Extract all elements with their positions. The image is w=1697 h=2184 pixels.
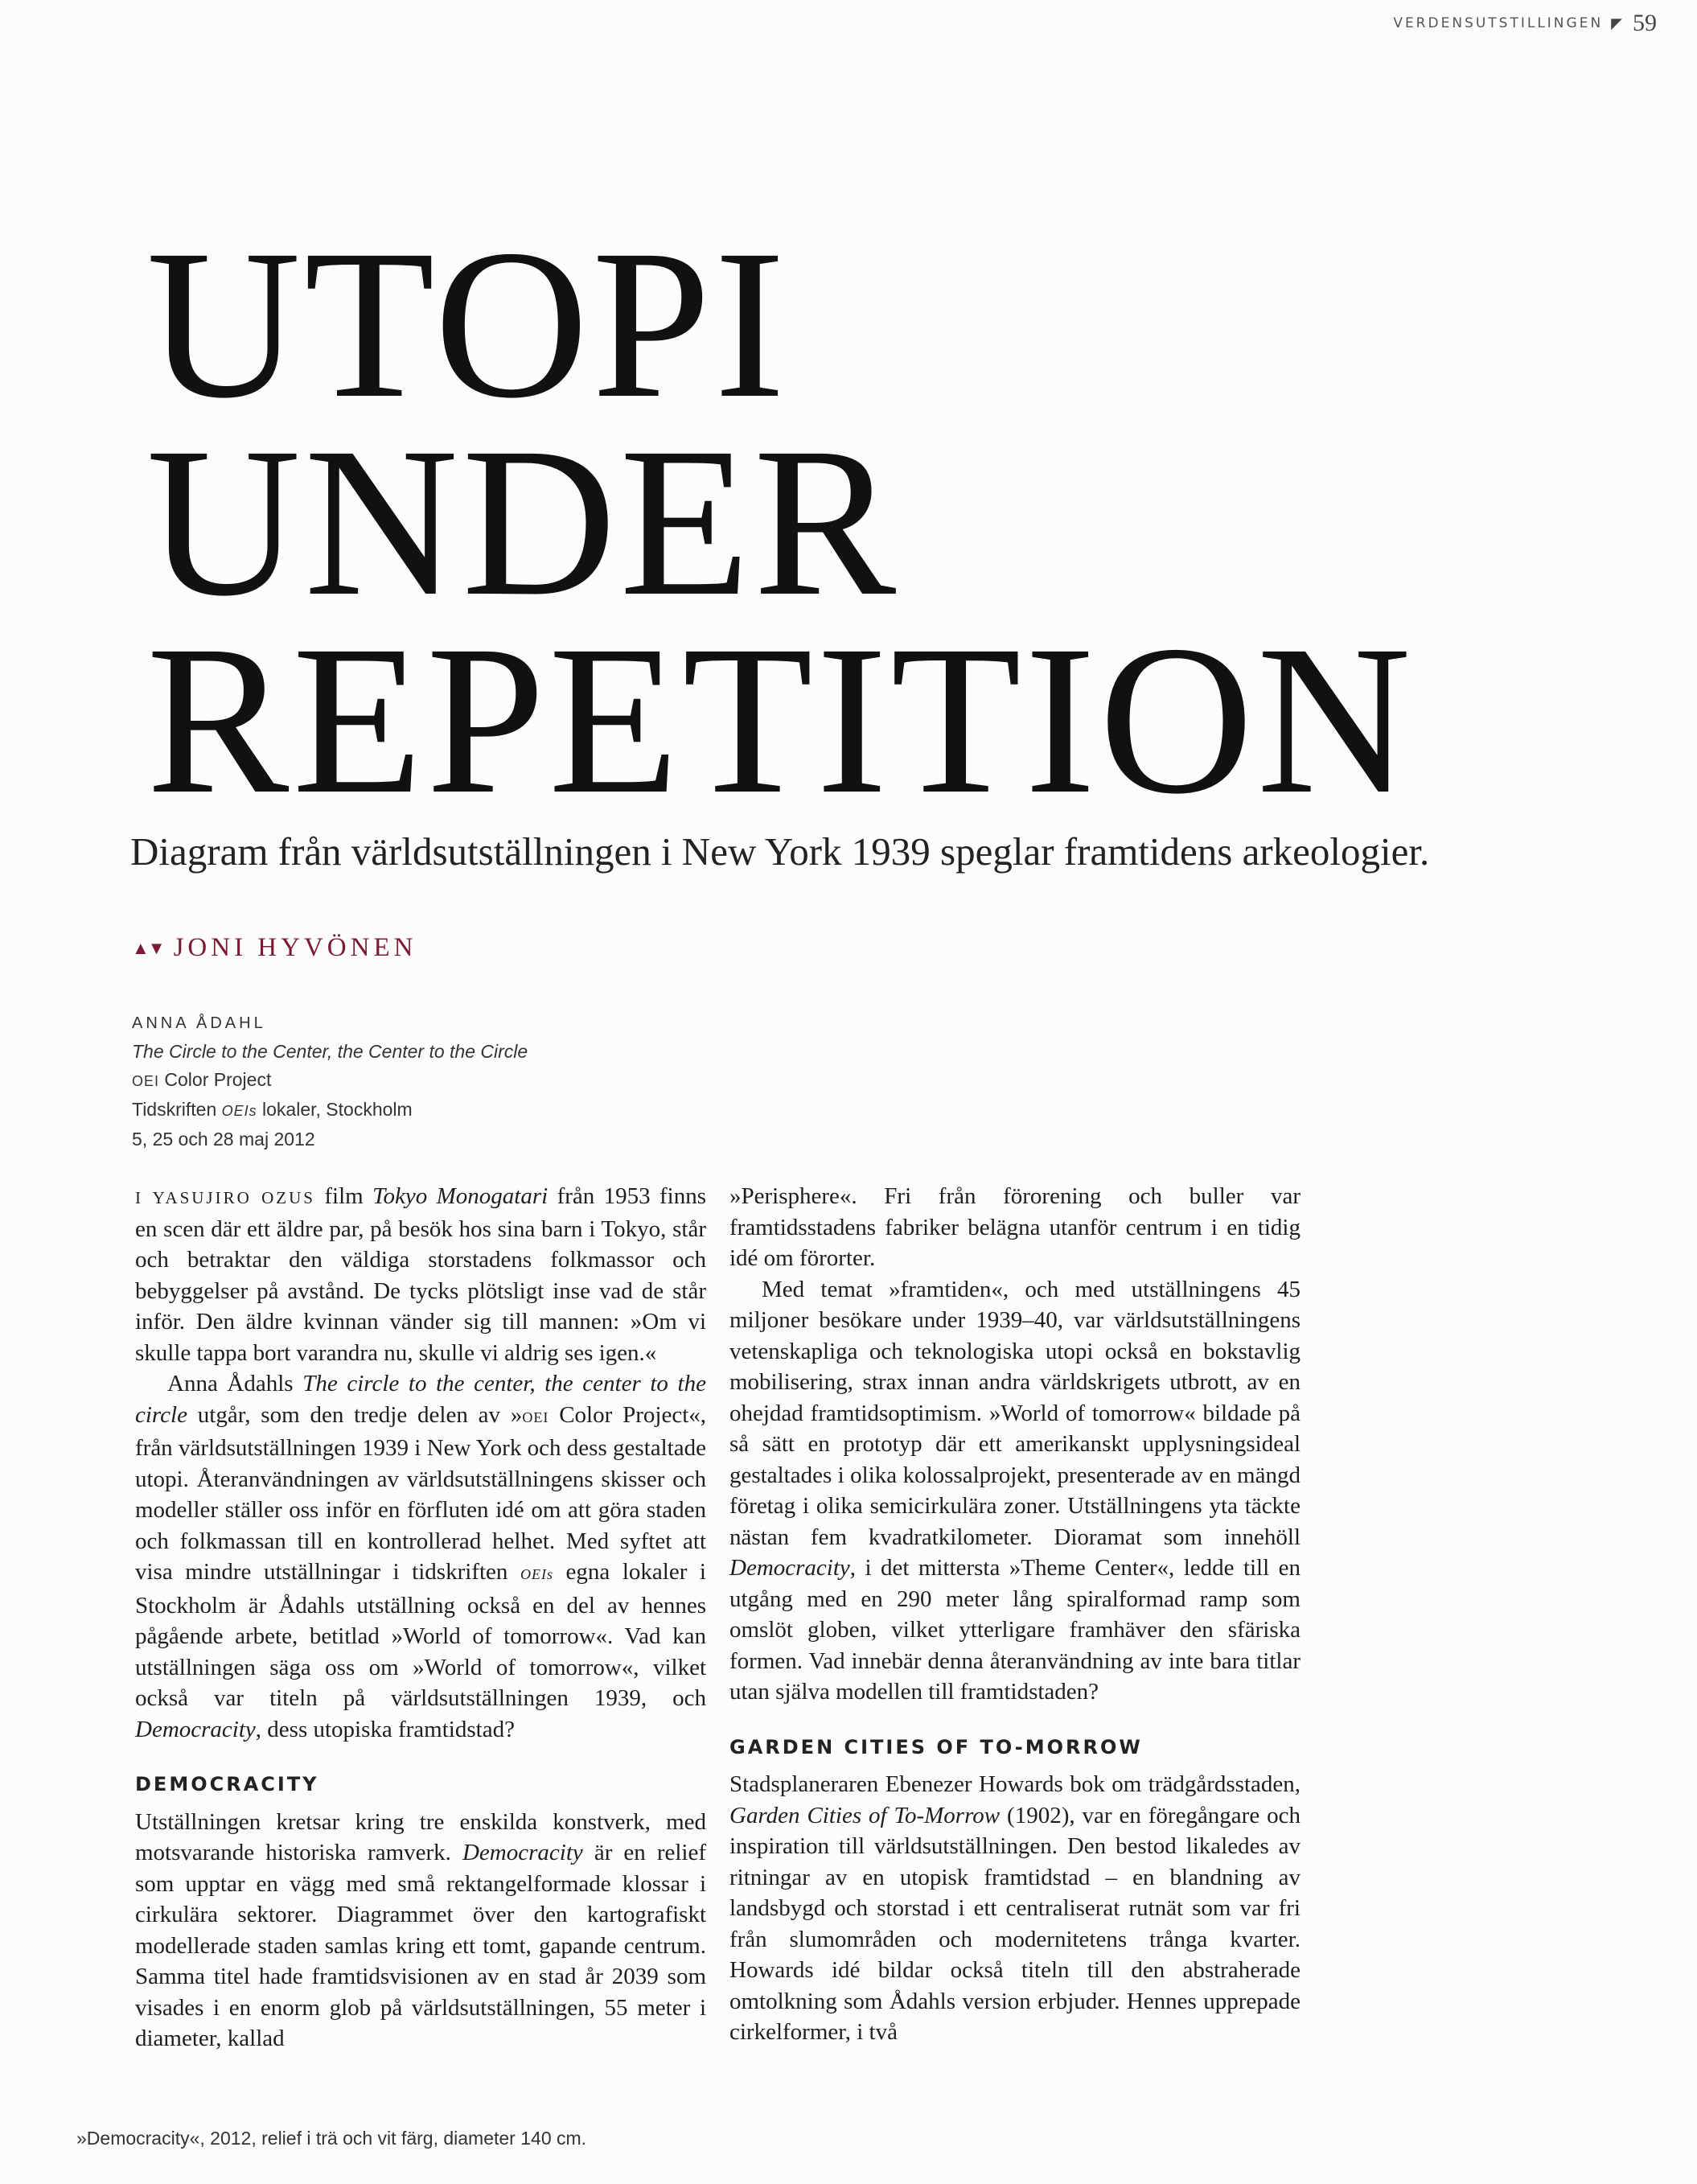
- exhibition-credits: [132, 1010, 528, 1154]
- credits-venue-sc: OEIs: [221, 1103, 257, 1119]
- text-run: , dess utopiska framtidstad?: [255, 1716, 515, 1742]
- triangle-right-icon: ◤: [1611, 14, 1625, 32]
- article-subtitle: Diagram från världsutställningen i New York 1939 speglar framtidens arkeologier.: [130, 829, 1430, 874]
- work-title: The circle to the center, the center to the circle: [135, 1371, 706, 1428]
- paragraph: [135, 1181, 706, 1368]
- paragraph: »Perisphere«. Fri från förorening och buller var framtidsstadens fabriker belägna utanför centrum i en tidig idé om förorter.: [729, 1183, 1300, 1271]
- text-run: (1902), var en föregångare och inspiration till världsutställningen. Den bestod likaledes av ritningar av en utopisk framtidstad – en blandning av landsbygd och storstad i ett centraliserat rutnät som var fri från slumområden och modernitetens trånga kvarter. Howards idé bildar också titeln till den abstraherade omtolkning som Ådahls version erbjuder. Hennes upprepade cirkelformer, i två: [729, 1802, 1300, 2045]
- text-run: från 1953 finns en scen där ett äldre par, på besök hos sina barn i Tokyo, står och betraktar den väldiga storstadens folkmassor och bebyggelser på avstånd. De tycks plötsligt inse vad de står inför. Den äldre kvinnan vänder sig till mannen: »Om vi skulle tappa bort varandra nu, skulle vi aldrig ses igen.«: [135, 1183, 706, 1366]
- text-run: Utställningen kretsar kring tre enskilda konstverk, med motsvarande historiska ramverk.: [135, 1808, 706, 1865]
- credits-venue-b: lokaler, Stockholm: [257, 1099, 413, 1120]
- title-line-2: UNDER: [146, 403, 900, 640]
- credits-project-sc: OEI: [132, 1073, 160, 1089]
- paragraph: [729, 1769, 1300, 2048]
- credits-dates: 5, 25 och 28 maj 2012: [132, 1129, 315, 1150]
- text-run: är en relief som upptar en vägg med små rektangelformade klossar i cirkulära sektorer. Diagrammet över den kartografiskt modellerade staden samlas kring ett tomt, gapande centrum. Samma titel hade framtidsvisionen av en stad år 2039 som visades i en enorm glob på världsutställningen, 55 meter i diameter, kallad: [135, 1840, 707, 2051]
- credits-artist: ANNA ÅDAHL: [132, 1014, 266, 1032]
- city-title: Democracity: [135, 1716, 256, 1742]
- text-run: Med temat »framtiden«, och med utställningens 45 miljoner besökare under 1939–40, var världsutställningens vetenskapliga och teknologiska utopi också en bokstavlig mobilisering, strax innan andra världskrigets utbrott, av en ohejdad framtidsoptimism. »World of tomorrow« bildade på så sätt en prototyp där ett amerikanskt upplysningsideal gestaltades i olika kolossalprojekt, presenterade av en mängd företag i olika semicirkulära zoner. Utställningens yta täckte nästan fem kvadratkilometer. Dioramat som innehöll: [729, 1276, 1300, 1550]
- lead-in: I YASUJIRO OZUS: [135, 1188, 315, 1207]
- image-caption: »Democracity«, 2012, relief i trä och vit färg, diameter 140 cm.: [76, 2128, 587, 2149]
- running-head: [1393, 10, 1657, 37]
- page-number: 59: [1633, 10, 1657, 36]
- paragraph: [729, 1274, 1300, 1708]
- paragraph: [135, 1368, 706, 1745]
- city-title: Democracity: [729, 1555, 850, 1581]
- paragraph: [135, 1807, 706, 2054]
- article-column-left: [135, 1181, 706, 2054]
- article-column-right: [729, 1181, 1300, 2048]
- byline-triangles-icon: ▲▼: [132, 937, 164, 958]
- title-line-3: REPETITION: [146, 601, 1415, 838]
- city-title: Democracity: [462, 1840, 583, 1865]
- film-title: Tokyo Monogatari: [372, 1183, 549, 1209]
- small-caps: OEIs: [520, 1566, 553, 1582]
- text-run: film: [314, 1183, 373, 1209]
- text-run: , i det mittersta »Theme Center«, ledde till en utgång med en 290 meter lång spiralformad ramp som omslöt globen, vilket ytterligare framhäver den sfäriska formen. Vad innebär denna återanvändning av inte bara titlar utan själva modellen till framtidstaden?: [729, 1555, 1300, 1705]
- book-title: Garden Cities of To-Morrow: [729, 1802, 1001, 1828]
- text-run: Color Project«, från världsutställningen 1939 i New York och dess gestaltade utopi. Återanvändningen av världsutställningens skisser och modeller ställer oss inför en förfluten idé om att göra staden och folkmassan till en kontrollerad helhet. Med syftet att visa mindre utställningar i tidskriften: [135, 1401, 706, 1585]
- credits-project: [132, 1066, 528, 1096]
- author-name: JONI HYVÖNEN: [173, 933, 417, 962]
- credits-venue-a: Tidskriften: [132, 1099, 222, 1120]
- section-heading: GARDEN CITIES OF TO-MORROW: [729, 1735, 1143, 1758]
- credits-project-rest: Color Project: [159, 1069, 272, 1090]
- title-line-1: UTOPI: [146, 205, 789, 442]
- credits-work: The Circle to the Center, the Center to the Circle: [132, 1041, 528, 1062]
- section-heading: DEMOCRACITY: [135, 1773, 319, 1795]
- text-run: egna lokaler i Stockholm är Ådahls utställning också en del av hennes pågående arbete, betitlad »World of tomorrow«. Vad kan utställningen säga oss om »World of tomorrow«, vilket också var titeln på världsutställningen 1939, och: [135, 1559, 706, 1711]
- article-title: [146, 205, 1415, 838]
- text-run: Stadsplaneraren Ebenezer Howards bok om trädgårdsstaden,: [729, 1771, 1300, 1797]
- text-run: Anna Ådahls: [167, 1371, 303, 1396]
- section-name: VERDENSUTSTILLINGEN: [1393, 15, 1604, 31]
- credits-venue: [132, 1096, 528, 1125]
- text-run: utgår, som den tredje delen av »: [187, 1401, 523, 1428]
- small-caps: OEI: [522, 1409, 549, 1425]
- byline: [132, 933, 417, 963]
